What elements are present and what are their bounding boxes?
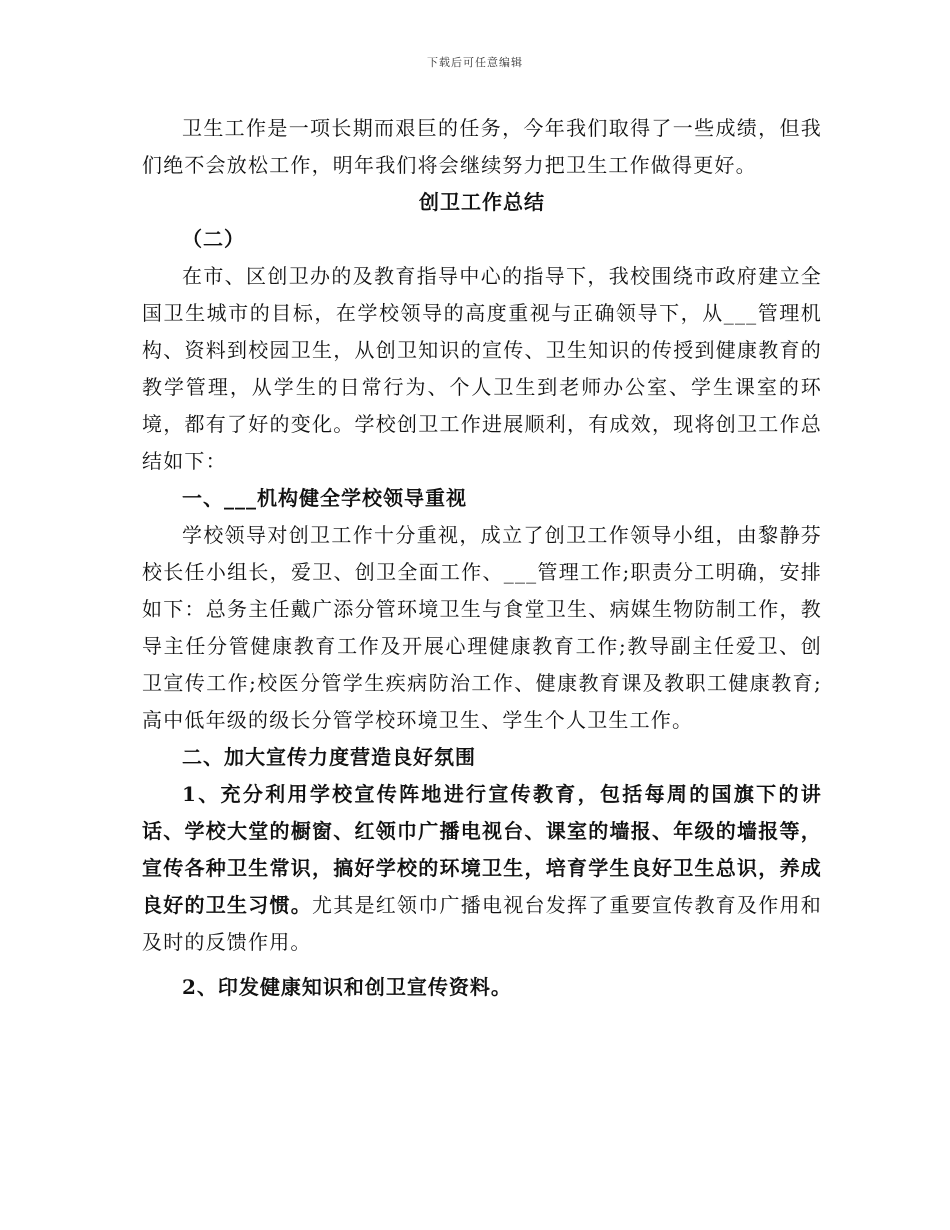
paragraph-intro: 卫生工作是一项长期而艰巨的任务，今年我们取得了一些成绩，但我们绝不会放松工作，明年我们将会继续努力把卫生工作做得更好。 <box>142 116 822 177</box>
section-heading-3: 2、印发健康知识和创卫宣传资料。 <box>182 975 512 999</box>
section-heading-2: 二、加大宣传力度营造良好氛围 <box>182 745 476 769</box>
paragraph-publicity-bold: 1、充分利用学校宣传阵地进行宣传教育，包括每周的国旗下的讲话、学校大堂的橱窗、红领巾广播电视台、课室的墙报、年级的墙报等，宣传各种卫生常识，搞好学校的环境卫生，培育学生良好卫生总识，养成良好的卫生习惯。 <box>142 782 822 917</box>
paragraph-publicity-normal: 尤其是红领巾广播电视台发挥了重要宣传教育及作用和及时的反馈作用。 <box>142 893 822 954</box>
document-body <box>142 110 822 1006</box>
header-note: 下载后可任意编辑 <box>427 56 523 69</box>
section-heading-1: 一、___机构健全学校领导重视 <box>182 486 467 510</box>
document-subtitle: （二） <box>182 227 245 251</box>
paragraph-overview: 在市、区创卫办的及教育指导中心的指导下，我校围绕市政府建立全国卫生城市的目标，在学校领导的高度重视与正确领导下，从___管理机构、资料到校园卫生，从创卫知识的宣传、卫生知识的传授到健康教育的教学管理，从学生的日常行为、个人卫生到老师办公室、学生课室的环境，都有了好的变化。学校创卫工作进展顺利，有成效，现将创卫工作总结如下： <box>142 264 822 473</box>
paragraph-publicity <box>142 776 822 961</box>
document-title: 创卫工作总结 <box>419 190 545 214</box>
paragraph-leadership: 学校领导对创卫工作十分重视，成立了创卫工作领导小组，由黎静芬校长任小组长，爱卫、创卫全面工作、___管理工作;职责分工明确，安排如下：总务主任戴广添分管环境卫生与食堂卫生、病媒生物防制工作，教导主任分管健康教育工作及开展心理健康教育工作;教导副主任爱卫、创卫宣传工作;校医分管学生疾病防治工作、健康教育课及教职工健康教育;高中低年级的级长分管学校环境卫生、学生个人卫生工作。 <box>142 523 822 732</box>
